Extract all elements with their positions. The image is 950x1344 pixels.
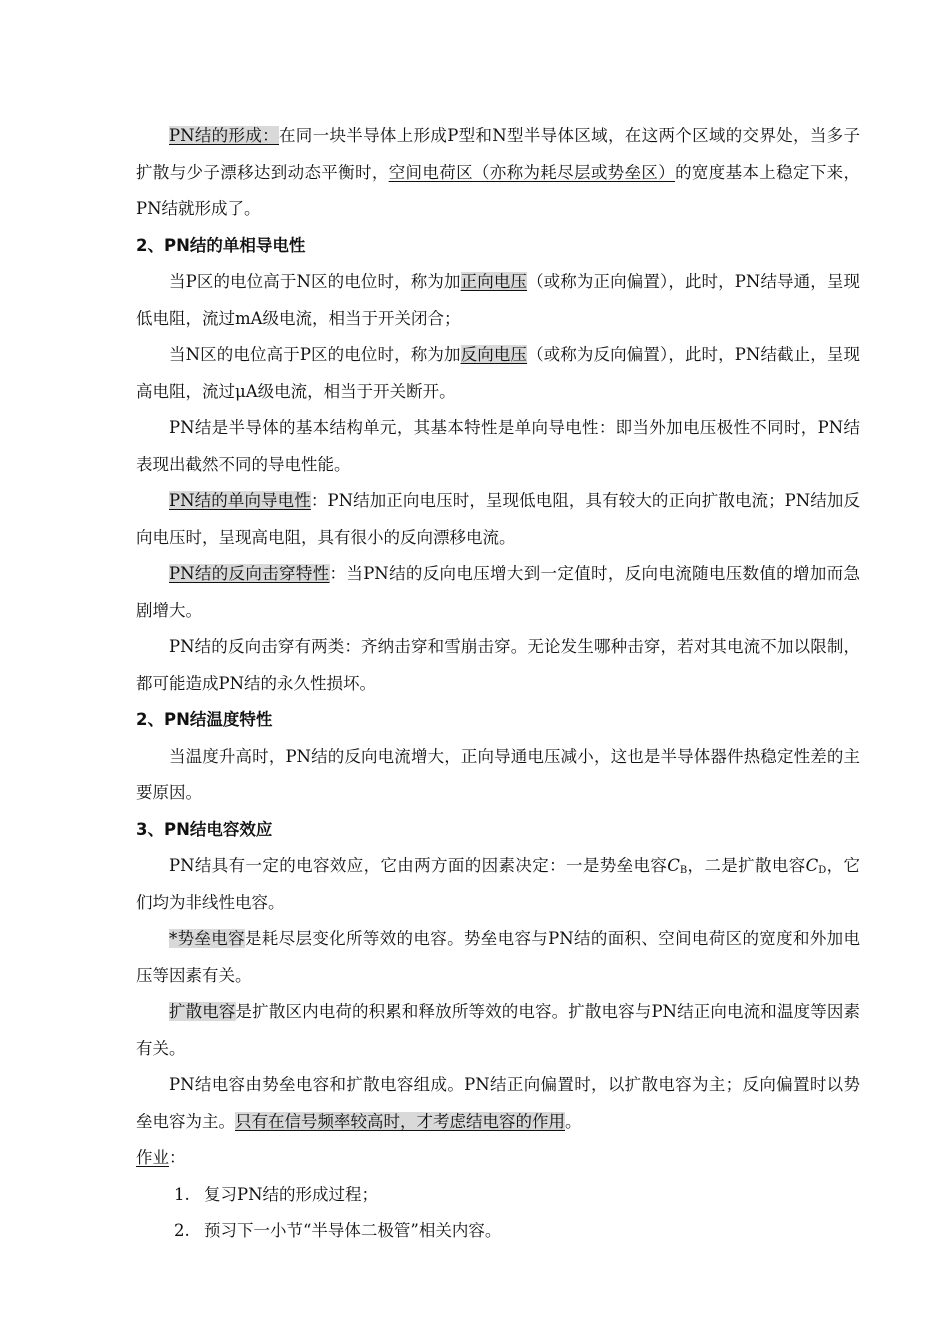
symbol-cd: C [805, 856, 819, 875]
term-junction-cap-note: 只有在信号频率较高时，才考虑结电容的作用 [235, 1111, 565, 1131]
term-breakdown: PN结的反向击穿特性 [169, 564, 330, 583]
paragraph-basic-property: PN结是半导体的基本结构单元，其基本特性是单向导电性：即当外加电压极性不同时，PN结表现出截然不同的导电性能。 [136, 418, 860, 474]
paragraph-temperature: 当温度升高时，PN结的反向电流增大，正向导通电压减小，这也是半导体器件热稳定性差的主要原因。 [136, 746, 860, 802]
paragraph-unidirectional-def [136, 483, 860, 556]
paragraph-barrier-cap [136, 921, 860, 994]
heading-temperature: 2、PN结温度特性 [136, 710, 273, 729]
text: 是扩散区内电荷的积累和释放所等效的电容。扩散电容与PN结正向电流和温度等因素有关。 [136, 1002, 860, 1058]
text: ，二是扩散电容 [687, 856, 806, 875]
term-space-charge: 空间电荷区（亦称为耗尽层或势垒区） [388, 162, 676, 182]
term-pn-formation: PN结的形成： [169, 126, 279, 145]
list-item [136, 1177, 860, 1214]
list-number: 2. [174, 1221, 190, 1240]
heading-capacitance: 3、PN结电容效应 [136, 819, 273, 839]
text: 当N区的电位高于P区的电位时，称为加 [169, 345, 461, 364]
symbol-cb: C [667, 856, 680, 875]
text: 是耗尽层变化所等效的电容。势垒电容与PN结的面积、空间电荷区的宽度和外加电压等因素有关。 [136, 929, 860, 985]
paragraph-capacitance [136, 848, 860, 921]
text: （或称为反向偏置），此时，PN结截止，呈现高电阻，流过μA级电流，相当于开关断开。 [136, 345, 861, 401]
homework-heading [136, 1140, 860, 1177]
subscript-b: B [679, 865, 688, 876]
paragraph-breakdown-types: PN结的反向击穿有两类：齐纳击穿和雪崩击穿。无论发生哪种击穿，若对其电流不加以限制，都可能造成PN结的永久性损坏。 [136, 637, 860, 693]
text: PN结电容由势垒电容和扩散电容组成。PN结正向偏置时，以扩散电容为主；反向偏置时以势垒电容为主。 [136, 1075, 860, 1131]
text: ，它们均为非线性电容。 [136, 856, 861, 912]
text: PN结具有一定的电容效应，它由两方面的因素决定：一是势垒电容 [169, 856, 668, 875]
text: ： [169, 1148, 186, 1167]
text: ：当PN结的反向电压增大到一定值时，反向电流随电压数值的增加而急剧增大。 [136, 564, 860, 620]
text: 的宽度基本上稳定下来，PN结就形成了。 [136, 162, 861, 218]
text: ：PN结加正向电压时，呈现低电阻，具有较大的正向扩散电流；PN结加反向电压时，呈现高电阻，具有很小的反向漂移电流。 [136, 491, 860, 547]
term-diffusion-cap: 扩散电容 [169, 1002, 236, 1021]
list-text: 复习PN结的形成过程； [204, 1184, 379, 1204]
text: 在同一块半导体上形成P型和N型半导体区域，在这两个区域的交界处，当多子扩散与少子漂移达到动态平衡时， [136, 126, 860, 182]
text: 当P区的电位高于N区的电位时，称为加 [169, 272, 461, 291]
term-barrier-cap: *势垒电容 [169, 929, 245, 948]
subscript-d: D [818, 865, 827, 876]
term-forward-voltage: 正向电压 [460, 272, 528, 291]
list-number: 1. [174, 1184, 190, 1204]
paragraph-breakdown-def [136, 556, 860, 629]
document-page [136, 118, 860, 1250]
list-text: 预习下一小节“半导体二极管”相关内容。 [204, 1221, 502, 1240]
list-item [136, 1213, 860, 1250]
paragraph-junction-cap [136, 1067, 860, 1140]
term-reverse-voltage: 反向电压 [460, 345, 528, 364]
homework-list [136, 1177, 860, 1250]
paragraph-pn-formation [136, 118, 860, 228]
term-unidirectional: PN结的单向导电性 [169, 491, 311, 510]
homework-label: 作业 [136, 1148, 169, 1167]
heading-unidirectional: 2、PN结的单相导电性 [136, 235, 306, 255]
text: 。 [565, 1111, 582, 1131]
paragraph-diffusion-cap [136, 994, 860, 1067]
text: （或称为正向偏置），此时，PN结导通，呈现低电阻，流过mA级电流，相当于开关闭合； [136, 272, 861, 328]
paragraph-forward [136, 264, 860, 337]
paragraph-reverse [136, 337, 860, 410]
